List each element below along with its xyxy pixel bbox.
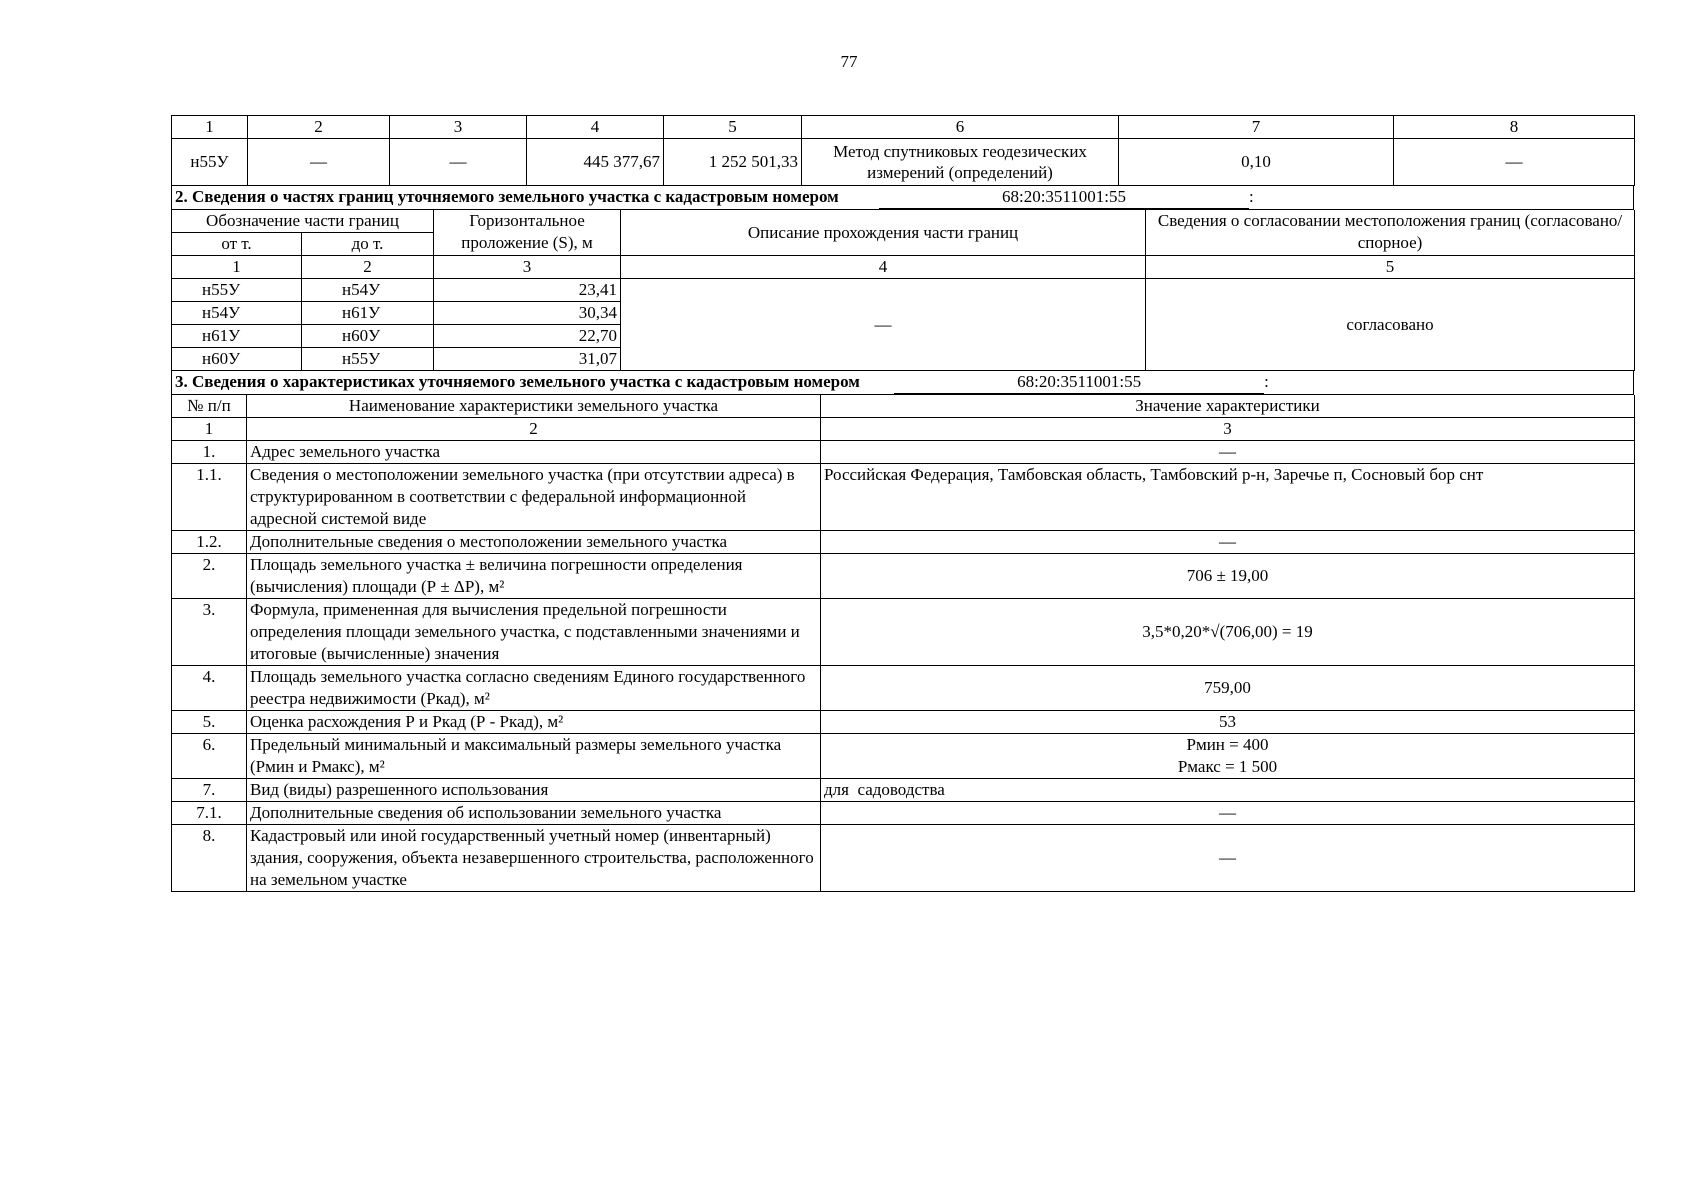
num-header: № п/п [172, 395, 247, 418]
page-number: 77 [840, 52, 858, 71]
table-row [172, 554, 1635, 599]
min-size: Рмин = 400 [1186, 735, 1269, 754]
from-point: н60У [172, 348, 302, 371]
row-number: 5. [172, 711, 247, 734]
characteristic-value: — [821, 802, 1635, 825]
document-sheet [171, 115, 1634, 892]
row-number: 7.1. [172, 802, 247, 825]
section3-cadastral-number: 68:20:3511001:55 [894, 371, 1264, 394]
horizontal-header: Горизонтальное проложение (S), м [434, 210, 621, 256]
header-cell: 4 [621, 256, 1146, 279]
row-number: 6. [172, 734, 247, 779]
characteristic-name: Сведения о местоположении земельного участка (при отсутствии адреса) в структурированном в соответствии с федеральной информационной адресной системой виде [247, 464, 821, 531]
section3-title-table [171, 371, 1634, 395]
boundary-numbers-row [172, 256, 1635, 279]
characteristic-name: Площадь земельного участка согласно сведениям Единого государственного реестра недвижимости (Ркад), м² [247, 666, 821, 711]
table-row [172, 464, 1635, 531]
from-header: от т. [172, 233, 302, 256]
characteristic-name: Дополнительные сведения о местоположении земельного участка [247, 531, 821, 554]
table-cell: — [390, 139, 527, 186]
characteristics-numbers-row [172, 418, 1635, 441]
colon: : [1264, 372, 1269, 391]
row-number: 7. [172, 779, 247, 802]
header-cell: 2 [248, 116, 390, 139]
table-row [172, 711, 1635, 734]
row-number: 4. [172, 666, 247, 711]
to-point: н55У [302, 348, 434, 371]
characteristic-value: 706 ± 19,00 [821, 554, 1635, 599]
row-number: 2. [172, 554, 247, 599]
header-cell: 8 [1394, 116, 1635, 139]
characteristics-table [171, 395, 1635, 892]
characteristic-value: 3,5*0,20*√(706,00) = 19 [821, 599, 1635, 666]
table-row [172, 599, 1635, 666]
characteristic-name: Формула, примененная для вычисления предельной погрешности определения площади земельного участка, с подставленными значениями и итоговые (вычисленные) значения [247, 599, 821, 666]
header-cell: 3 [390, 116, 527, 139]
characteristic-name: Вид (виды) разрешенного использования [247, 779, 821, 802]
horizontal-distance: 30,34 [434, 302, 621, 325]
characteristic-name: Кадастровый или иной государственный учетный номер (инвентарный) здания, сооружения, объекта незавершенного строительства, расположенного на земельном участке [247, 825, 821, 892]
name-header: Наименование характеристики земельного участка [247, 395, 821, 418]
row-number: 1.2. [172, 531, 247, 554]
row-number: 1.1. [172, 464, 247, 531]
header-cell: 5 [664, 116, 802, 139]
header-cell: 2 [247, 418, 821, 441]
points-table-header [172, 116, 1635, 139]
to-point: н61У [302, 302, 434, 325]
characteristic-value [821, 734, 1635, 779]
boundary-header-row [172, 210, 1635, 233]
characteristic-name: Оценка расхождения Р и Ркад (Р - Ркад), м² [247, 711, 821, 734]
header-cell: 1 [172, 418, 247, 441]
value-header: Значение характеристики [821, 395, 1635, 418]
table-row [172, 734, 1635, 779]
to-point: н60У [302, 325, 434, 348]
section3-title: 3. Сведения о характеристиках уточняемого земельного участка с кадастровым номером [175, 372, 860, 391]
characteristics-header-row [172, 395, 1635, 418]
accuracy-cell: 0,10 [1119, 139, 1394, 186]
max-size: Рмакс = 1 500 [1177, 757, 1278, 776]
table-row [172, 802, 1635, 825]
table-row [172, 441, 1635, 464]
header-cell: 3 [434, 256, 621, 279]
table-row [172, 279, 1635, 302]
characteristic-name: Адрес земельного участка [247, 441, 821, 464]
agreement-header: Сведения о согласовании местоположения границ (согласовано/спорное) [1146, 210, 1635, 256]
section2-title: 2. Сведения о частях границ уточняемого земельного участка с кадастровым номером [175, 187, 839, 206]
horizontal-distance: 31,07 [434, 348, 621, 371]
characteristic-name: Площадь земельного участка ± величина погрешности определения (вычисления) площади (Р ± ΔР), м² [247, 554, 821, 599]
table-cell: — [1394, 139, 1635, 186]
colon: : [1249, 187, 1254, 206]
to-header: до т. [302, 233, 434, 256]
header-cell: 6 [802, 116, 1119, 139]
from-point: н61У [172, 325, 302, 348]
header-cell: 1 [172, 256, 302, 279]
table-row [172, 825, 1635, 892]
header-cell: 3 [821, 418, 1635, 441]
from-point: н55У [172, 279, 302, 302]
table-cell: — [248, 139, 390, 186]
row-number: 3. [172, 599, 247, 666]
section2-title-table [171, 186, 1634, 210]
point-name: н55У [172, 139, 248, 186]
coord-x: 445 377,67 [527, 139, 664, 186]
method-cell: Метод спутниковых геодезических измерений (определений) [802, 139, 1119, 186]
to-point: н54У [302, 279, 434, 302]
header-cell: 2 [302, 256, 434, 279]
agreement-cell: согласовано [1146, 279, 1635, 371]
description-cell: — [621, 279, 1146, 371]
header-cell: 1 [172, 116, 248, 139]
characteristic-value: для садоводства [821, 779, 1635, 802]
row-number: 8. [172, 825, 247, 892]
characteristic-value: — [821, 825, 1635, 892]
header-cell: 4 [527, 116, 664, 139]
characteristic-value: — [821, 441, 1635, 464]
table-row [172, 666, 1635, 711]
characteristic-value: 53 [821, 711, 1635, 734]
header-cell: 7 [1119, 116, 1394, 139]
horizontal-distance: 23,41 [434, 279, 621, 302]
from-point: н54У [172, 302, 302, 325]
characteristic-value: Российская Федерация, Тамбовская область, Тамбовский р-н, Заречье п, Сосновый бор снт [821, 464, 1635, 531]
description-header: Описание прохождения части границ [621, 210, 1146, 256]
section3-title-row [172, 371, 1634, 395]
characteristic-value: 759,00 [821, 666, 1635, 711]
section2-cadastral-number: 68:20:3511001:55 [879, 186, 1249, 209]
horizontal-distance: 22,70 [434, 325, 621, 348]
characteristic-name: Дополнительные сведения об использовании земельного участка [247, 802, 821, 825]
section2-title-row [172, 186, 1634, 210]
coord-y: 1 252 501,33 [664, 139, 802, 186]
points-table [171, 115, 1635, 186]
boundary-parts-table [171, 210, 1635, 371]
table-row [172, 779, 1635, 802]
header-cell: 5 [1146, 256, 1635, 279]
characteristic-value: — [821, 531, 1635, 554]
table-row [172, 139, 1635, 186]
row-number: 1. [172, 441, 247, 464]
designation-header: Обозначение части границ [172, 210, 434, 233]
characteristic-name: Предельный минимальный и максимальный размеры земельного участка (Рмин и Рмакс), м² [247, 734, 821, 779]
table-row [172, 531, 1635, 554]
